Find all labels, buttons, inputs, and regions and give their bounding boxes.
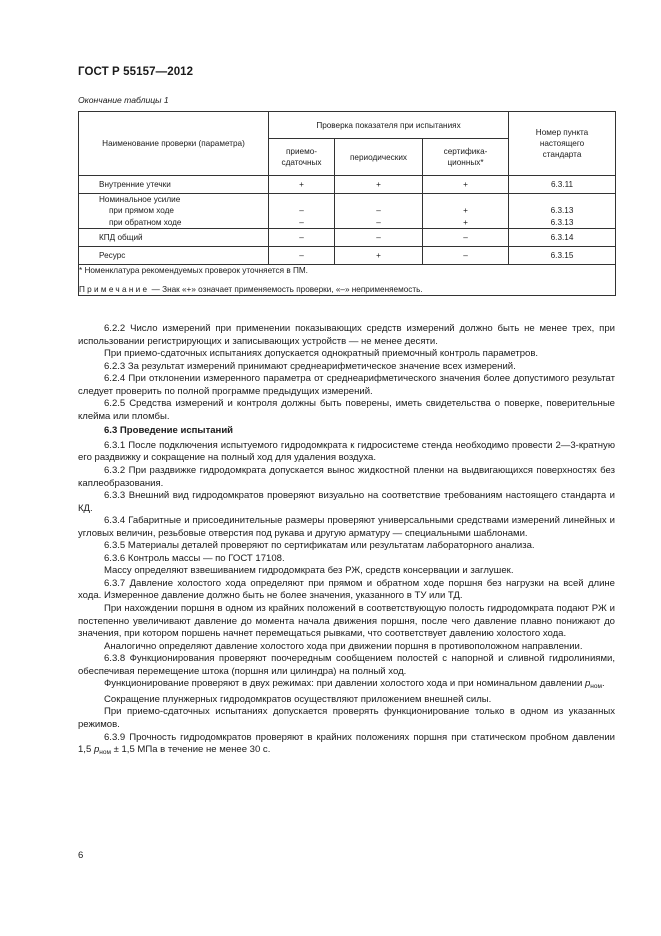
table-caption: Окончание таблицы 1	[78, 95, 169, 105]
header-group: Проверка показателя при испытаниях	[269, 112, 509, 139]
cell-periodic: +	[335, 246, 423, 264]
text-run: .	[601, 678, 605, 690]
paragraph: 6.3.8 Функционирования проверяют поочередным сообщением полостей с напорной и сливной гидролиниями, обеспечивая перемещение штока (поршня или цилиндра) на полный ход.	[78, 653, 615, 677]
table-footnote: * Номенклатура рекомендуемых проверок уточняется в ПМ.	[79, 265, 308, 275]
paragraph	[78, 678, 615, 694]
paragraph: 6.3.5 Материалы деталей проверяют по сертификатам или результатам лабораторного анализа.	[104, 540, 535, 552]
table-row	[79, 246, 616, 264]
note-text: — Знак «+» означает применяемость проверки, «–» неприменяемость.	[149, 284, 423, 294]
row-name: Внутренние утечки	[79, 176, 269, 194]
header-ref: Номер пункта настоящего стандарта	[509, 112, 616, 176]
table-row	[79, 176, 616, 194]
header-periodic: периодических	[335, 139, 423, 176]
paragraph: Аналогично определяют давление холостого хода при движении поршня в противоположном направлении.	[104, 640, 583, 652]
table-note	[79, 284, 615, 295]
cell-periodic: –	[335, 228, 423, 246]
row-name: Ресурс	[79, 246, 269, 264]
table-row	[79, 228, 616, 246]
cell-periodic: +	[335, 176, 423, 194]
row-name: КПД общий	[79, 228, 269, 246]
variable: p	[584, 678, 591, 690]
paragraph: 6.2.5 Средства измерений и контроля должны быть поверены, иметь свидетельства о поверке, поверительные клейма или пломбы.	[78, 398, 615, 422]
cell-value: 6.3.13	[550, 206, 574, 216]
cell-certification: –	[423, 246, 509, 264]
paragraph: 6.3.4 Габаритные и присоединительные размеры проверяют универсальными средствами измерений линейных и угловых величин, резьбовые отверстия под рукава и другую арматуру — специальными шаблонами.	[78, 515, 615, 539]
row-name	[79, 194, 269, 229]
cell-ref	[509, 194, 616, 229]
paragraph: 6.3.3 Внешний вид гидродомкратов проверяют визуально на соответствие требованиям настоящего стандарта и КД.	[78, 490, 615, 514]
cell-acceptance	[269, 194, 335, 229]
table-row	[79, 194, 616, 229]
cell-periodic	[335, 194, 423, 229]
standard-number: ГОСТ Р 55157—2012	[78, 66, 194, 78]
paragraph: 6.3.1 После подключения испытуемого гидродомкрата к гидросистеме стенда необходимо провести 2—3-кратную его раздвижку и сокращение на полный ход для удаления воздуха.	[78, 439, 615, 464]
header-certification: сертифика- ционных*	[423, 139, 509, 176]
cell-acceptance: +	[269, 176, 335, 194]
header-name: Наименование проверки (параметра)	[79, 112, 269, 176]
cell-value: 6.3.13	[550, 217, 574, 227]
paragraph: 6.3.7 Давление холостого хода определяют при прямом и обратном ходе поршня без нагрузки на всей длине хода. Измеренное давление должно быть не более значения, указанного в ТУ или ТД.	[78, 577, 615, 602]
row-name-sub: при прямом ходе	[109, 206, 174, 216]
row-name-sub: при обратном ходе	[109, 217, 182, 227]
page-number: 6	[78, 850, 84, 861]
cell-value: +	[463, 217, 468, 227]
cell-ref: 6.3.15	[509, 246, 616, 264]
paragraph	[78, 732, 615, 760]
variable: p	[93, 744, 100, 756]
cell-ref: 6.3.14	[509, 228, 616, 246]
text-run: 6.3.9 Прочность гидродомкратов проверяют в крайних положениях поршня при статическом пробном давлении 1,5	[78, 731, 615, 756]
section-heading: 6.3 Проведение испытаний	[104, 425, 234, 437]
body-text	[78, 323, 615, 760]
cell-value: +	[463, 206, 468, 216]
subscript: ном	[99, 749, 111, 757]
text-run: ± 1,5 МПа в течение не менее 30 с.	[110, 744, 271, 756]
text-run: Функционирование проверяют в двух режимах: при давлении холостого хода и при номинальном давлении	[104, 678, 585, 690]
paragraph: 6.2.4 При отклонении измеренного параметра от среднеарифметического значения более допустимого результат следует проверить по полной программе предыдущих измерений.	[78, 373, 615, 397]
cell-value: –	[376, 217, 381, 227]
row-name-main: Номинальное усилие	[99, 195, 181, 204]
paragraph: Массу определяют взвешиванием гидродомкрата без РЖ, средств консервации и заглушек.	[104, 565, 514, 577]
cell-ref: 6.3.11	[509, 176, 616, 194]
cell-acceptance: –	[269, 246, 335, 264]
cell-value: –	[376, 206, 381, 216]
cell-value: –	[299, 217, 304, 227]
cell-certification: –	[423, 228, 509, 246]
cell-acceptance: –	[269, 228, 335, 246]
cell-value: –	[299, 206, 304, 216]
paragraph: При приемо-сдаточных испытаниях допускается однократный приемочный контроль параметров.	[104, 348, 539, 360]
paragraph: 6.3.6 Контроль массы — по ГОСТ 17108.	[104, 552, 285, 564]
paragraph: Сокращение плунжерных гидродомкратов осуществляют приложением внешней силы.	[104, 693, 492, 705]
paragraph: 6.2.2 Число измерений при применении показывающих средств измерений должно быть не менее трех, при использовании регистрирующих и записывающих устройств — не менее десяти.	[78, 323, 615, 347]
cell-certification: +	[423, 176, 509, 194]
table-footnote-cell	[79, 264, 616, 295]
cell-certification	[423, 194, 509, 229]
paragraph: 6.2.3 За результат измерений принимают среднеарифметическое значение всех измерений.	[104, 360, 516, 372]
subscript: ном	[590, 683, 602, 691]
inspection-table	[78, 111, 616, 296]
header-acceptance: приемо- сдаточных	[269, 139, 335, 176]
note-label: Примечание	[79, 284, 150, 294]
paragraph: При приемо-сдаточных испытаниях допускается проверять функционирование только в одном из указанных режимов.	[78, 706, 615, 730]
paragraph: При нахождении поршня в одном из крайних положений в соответствующую полость гидродомкрата подают РЖ и постепенно увеличивают давление до момента начала движения поршня, после чего давление плавно понижают до значения, при котором поршень начнет перемещаться рывками, что соответствует давлению холостого хода.	[78, 603, 615, 640]
paragraph: 6.3.2 При раздвижке гидродомкрата допускается вынос жидкостной пленки на выдвигающихся поверхностях без каплеобразования.	[78, 465, 615, 489]
